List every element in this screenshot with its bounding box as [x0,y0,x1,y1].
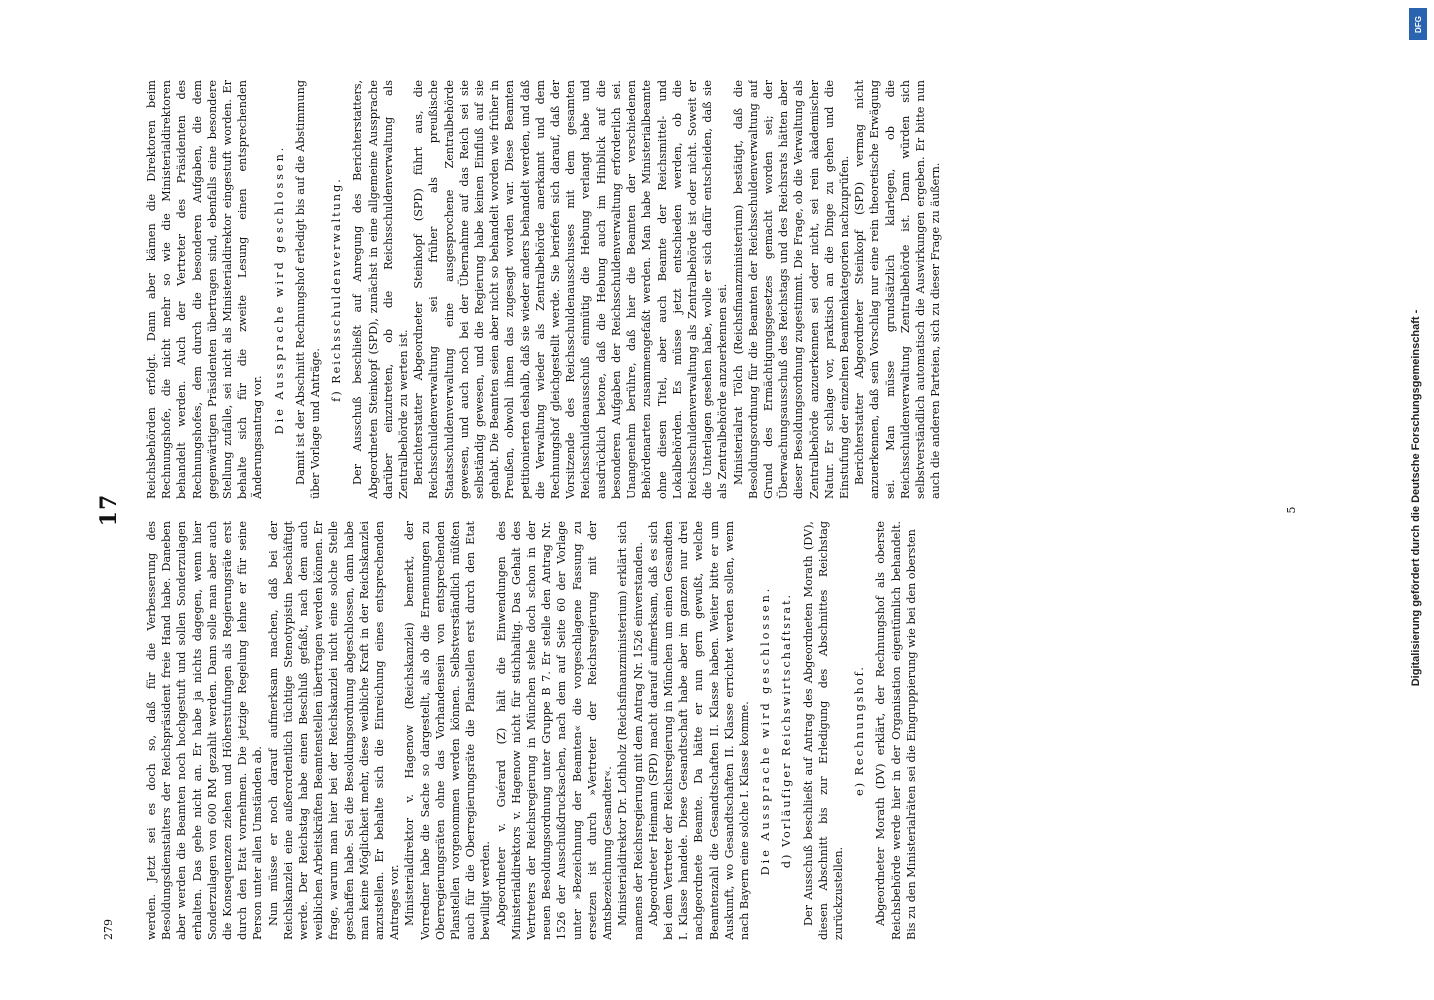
closing-note: Die Aussprache wird geschlossen. [759,585,773,876]
paragraph: Nun müsse er noch darauf aufmerksam machen, daß bei der Reichskanzlei eine außerordentlich tüchtige Stenotypistin beschäftigt werde. Der Reichstag habe einen Beschluß gefaßt, nach dem auch weiblichen Arbeitskräften Beamtenstellen übertragen werden können. Er frage, warum man hier bei der Reichskanzlei nicht eine solche Stelle geschaffen habe. Sei die Besoldungsordnung abgeschlossen, dann habe man keine Möglichkeit mehr, diese weibliche Kraft in der Reichskanzlei anzustellen. Er behalte sich die Einreichung eines entsprechenden Antrages vor. [266,521,402,940]
paragraph: Der Ausschuß beschließt auf Anregung des Berichterstatters, Abgeordneten Steinkopf (SPD), zunächst in eine allgemeine Aussprache darüber einzutreten, ob die Reichsschuldenverwaltung als Zentralbehörde zu werten ist. [351,80,411,499]
paragraph: Ministerialdirektor Dr. Lothholz (Reichsfinanzministerium) erklärt sich namens der Reichsregierung mit dem Antrag Nr. 1526 einverstanden. [616,521,645,940]
paragraph: Berichterstatter Abgeordneter Steinkopf (SPD) vermag nicht anzuerkennen, daß sein Vorschlag nur eine rein theoretische Erwägung sei. Man müsse grundsätzlich klarlegen, ob die Reichsschuldenverwaltung Zentralbehörde ist. Dann würden sich selbstverständlich automatisch die Auswirkungen ergeben. Er bitte nun auch die anderen Parteien, sich zu dieser Frage zu äußern. [853,80,943,499]
paragraph: Ministerialdirektor v. Hagenow (Reichskanzlei) bemerkt, der Vorredner habe die Sache so dargestellt, als ob die Ernennungen zu Oberregierungsräten ohne das Vorhandensein von entsprechenden Planstellen vorgenommen werden können. Selbstverständlich müßten auch für die Oberregierungsräte die Planstellen erst durch den Etat bewilligt werden. [403,521,493,940]
paragraph: Reichsbehörden erfolgt. Dann aber kämen die Direktoren beim Rechnungshofe, die nicht mehr so wie die Ministerialdirektoren behandelt werden. Auch der Vertreter des Präsidenten des Rechnungshofes, dem durch die besonderen Aufgaben, die dem gegenwärtigen Präsidenten übertragen sind, ebenfalls eine besondere Stellung zufalle, sei nicht als Ministerialdirektor eingestuft worden. Er behalte sich für die zweite Lesung einen entsprechenden Änderungsantrag vor. [145,80,265,499]
text-columns [144,80,1276,940]
section-heading: e) Rechnungshof. [853,665,867,796]
section-heading: f) Reichsschuldenverwaltung. [330,177,344,402]
column-left [144,521,1276,940]
paragraph: werden. Jetzt sei es doch so, daß für die Verbesserung des Besoldungsdienstalters der Reichspräsident freie Hand habe. Daneben aber werden die Beamten noch hochgestuft und sollen Sonderzulagen erhalten. Das gehe nicht an. Er habe ja nichts dagegen, wenn hier Sonderzulagen von 600 RM gezahlt werden. Dann solle man aber auch die Konsequenzen ziehen und Höherstufungen als Regierungsräte erst durch den Etat vornehmen. Die jetzige Regelung lehne er für seine Person unter allen Umständen ab. [145,521,265,940]
page-title: 17 [96,493,122,527]
digitization-credit [1404,8,1428,988]
closing-note: Die Aussprache wird geschlossen. [272,144,286,435]
rotated-page [96,80,1298,940]
paragraph: Damit ist der Abschnitt Rechnungshof erledigt bis auf die Abstimmung über Vorlage und Anträge. [293,80,323,499]
section-heading: d) Vorläufiger Reichswirtschaftsrat. [780,592,794,869]
paragraph: Abgeordneter v. Guérard (Z) hält die Einwendungen des Ministerialdirektors v. Hagenow nicht für stichhaltig. Das Gehalt des Vertreters der Reichsregierung in München stehe doch schon in der neuen Besoldungsordnung unter Gruppe B 7. Er stelle den Antrag Nr. 1526 der Ausschußdrucksachen, nach dem auf Seite 60 der Vorlage unter »Bezeichnung der Beamten« die vorgeschlagene Fassung zu ersetzen ist durch »Vertreter der Reichsregierung mit der Amtsbezeichnung Gesandter«. [494,521,615,940]
dfg-logo-text: DFG [1413,15,1423,33]
paragraph: Der Ausschuß beschließt auf Antrag des Abgeordneten Morath (DV), diesen Abschnitt bis zur Erledigung des Abschnittes Reichstag zurückzustellen. [801,521,845,940]
credit-text: Digitalisierung gefördert durch die Deutsche Forschungsgemeinschaft - [1410,309,1422,687]
column-right [144,80,1276,499]
left-page-number: 279 [102,919,115,940]
paragraph: Ministerialrat Tölch (Reichsfinanzministerium) bestätigt, daß die Besoldungsordnung für die Beamten der Reichsschuldenverwaltung auf Grund des Ermächtigungsgesetzes gemacht worden sei; der Überwachungsausschuß des Reichstags und des Reichsrats hätten aber dieser Besoldungsordnung zugestimmt. Die Frage, ob die Verwaltung als Zentralbehörde anzuerkennen sei oder nicht, sei rein akademischer Natur. Er schlage vor, praktisch an die Dinge zu gehen und die Einstufung der einzelnen Beamtenkategorien nachzuprüfen. [731,80,851,499]
dfg-logo [1409,8,1427,40]
paragraph: Abgeordneter Morath (DV) erklärt, der Rechnungshof als oberste Reichsbehörde werde hier in der Organisation eigentümlich behandelt. Bis zu den Ministerialräten sei die Eingruppierung wie bei den obersten [874,521,918,940]
paragraph: Abgeordneter Heimann (SPD) macht darauf aufmerksam, daß es sich bei dem Vertreter der Reichsregierung in München um einen Gesandten I. Klasse handele. Diese Gesandtschaft habe aber im ganzen nur drei nachgeordnete Beamte. Da hätte er nun gern gewußt, welche Beamtenzahl die Gesandtschaften II. Klasse haben. Weiter bitte er um Auskunft, wo Gesandtschaften II. Klasse errichtet werden sollen, wenn nach Bayern eine solche I. Klasse komme. [646,521,751,940]
footer-page-number: 5 [1285,506,1298,514]
paragraph: Berichterstatter Abgeordneter Steinkopf (SPD) führt aus, die Reichsschuldenverwaltung sei früher als preußische Staatsschuldenverwaltung eine ausgesprochene Zentralbehörde gewesen, und auch noch bei der Übernahme auf das Reich sei sie selbständig gewesen, und die Regierung habe keinen Einfluß auf sie gehabt. Die Beamten seien aber nicht so behandelt worden wie früher in Preußen, obwohl ihnen das zugesagt worden war. Diese Beamten petitionierten deshalb, daß sie wieder anders behandelt werden, und daß die Verwaltung wieder als Zentralbehörde anerkannt und dem Rechnungshof gleichgestellt werde. Sie beriefen sich darauf, daß der Vorsitzende des Reichsschuldenausschusses mit dem gesamten Reichsschuldenausschuß einmütig die Hebung verlangt habe und ausdrücklich betone, daß die Hebung auch im Hinblick auf die besonderen Aufgaben der Reichsschuldenverwaltung erforderlich sei. Unangenehm berühre, daß hier die Beamten der verschiedenen Behördenarten zusammengefaßt werden. Man habe Ministerialbeamte ohne diesen Titel, aber auch Beamte der Reichsmittel- und Lokalbehörden. Es müsse jetzt entschieden werden, ob die Reichsschuldenverwaltung als Zentralbehörde ist oder nicht. Soweit er die Unterlagen gesehen habe, wolle er sich dafür entscheiden, daß sie als Zentralbehörde anzuerkennen sei. [412,80,730,499]
rotated-content-area [96,80,1298,940]
